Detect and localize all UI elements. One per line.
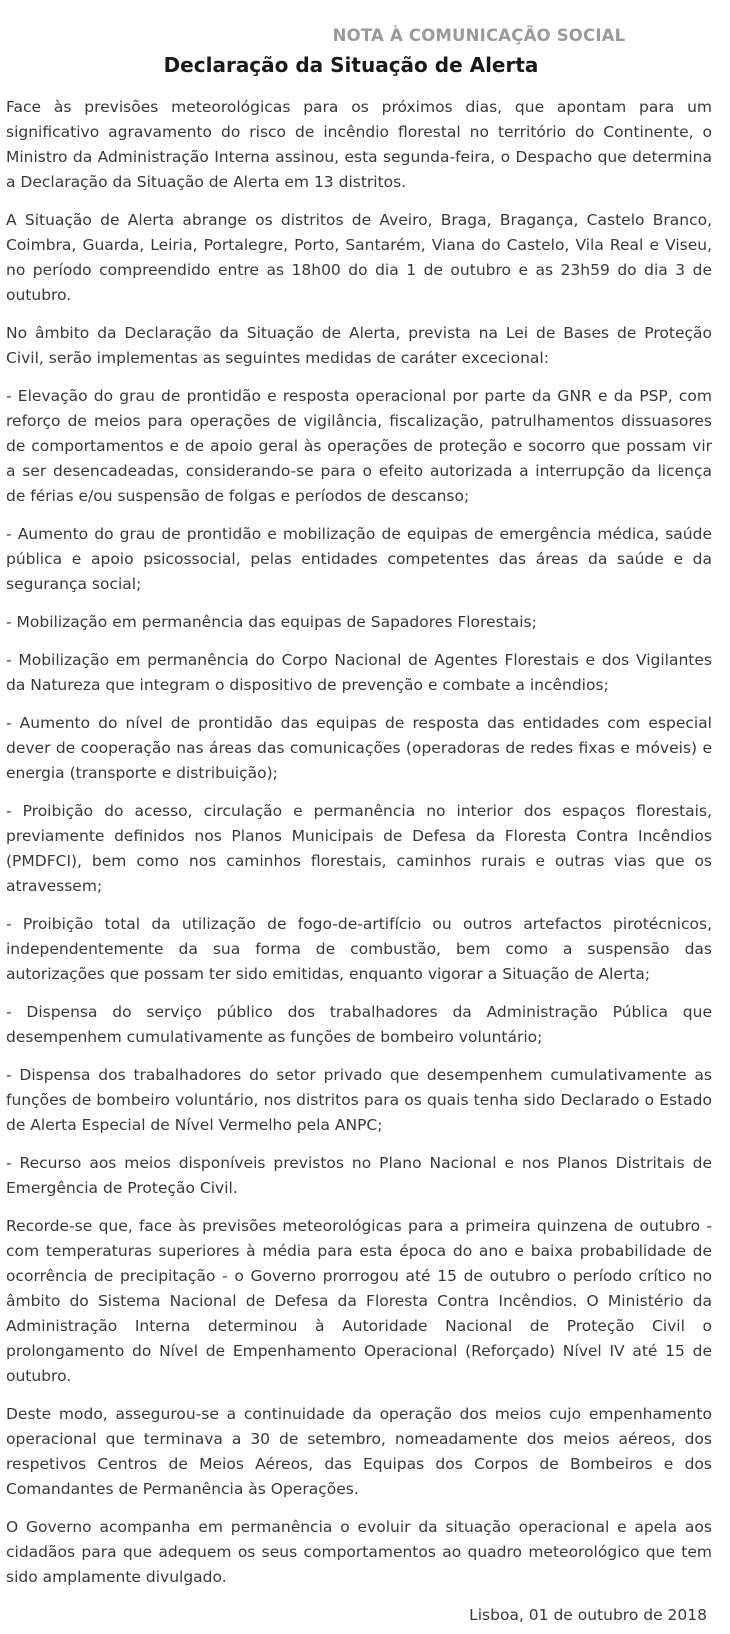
paragraph: O Governo acompanha em permanência o evoluir da situação operacional e apela aos cidadãos para que adequem os seus comportamentos ao quadro meteorológico que tem sido amplamente divulgado.: [6, 1518, 712, 1586]
document-body: [6, 95, 712, 1590]
paragraph: - Elevação do grau de prontidão e resposta operacional por parte da GNR e da PSP, com reforço de meios para operações de vigilância, fiscalização, patrulhamentos dissuasores de comportamentos e de apoio geral às operações de proteção e socorro que possam vir a ser desencadeadas, considerando-se para o efeito autorizada a interrupção da licença de férias e/ou suspensão de folgas e períodos de descanso;: [6, 387, 712, 505]
document-signature: Lisboa, 01 de outubro de 2018: [469, 1606, 707, 1624]
paragraph: A Situação de Alerta abrange os distritos de Aveiro, Braga, Bragança, Castelo Branco, Coimbra, Guarda, Leiria, Portalegre, Porto, Santarém, Viana do Castelo, Vila Real e Viseu, no período compreendido entre as 18h00 do dia 1 de outubro e as 23h59 do dia 3 de outubro.: [6, 211, 712, 304]
paragraph: Face às previsões meteorológicas para os próximos dias, que apontam para um significativo agravamento do risco de incêndio florestal no território do Continente, o Ministro da Administração Interna assinou, esta segunda-feira, o Despacho que determina a Declaração da Situação de Alerta em 13 distritos.: [6, 98, 712, 191]
document-kicker: NOTA À COMUNICAÇÃO SOCIAL: [332, 26, 626, 45]
paragraph: - Proibição total da utilização de fogo-de-artifício ou outros artefactos pirotécnicos, independentemente da sua forma de combustão, bem como a suspensão das autorizações que possam ter sido emitidas, enquanto vigorar a Situação de Alerta;: [6, 915, 712, 983]
paragraph: - Mobilização em permanência das equipas de Sapadores Florestais;: [6, 613, 537, 631]
paragraph: - Proibição do acesso, circulação e permanência no interior dos espaços florestais, previamente definidos nos Planos Municipais de Defesa da Floresta Contra Incêndios (PMDFCI), bem como nos caminhos florestais, caminhos rurais e outras vias que os atravessem;: [6, 802, 712, 895]
paragraph: - Dispensa dos trabalhadores do setor privado que desempenhem cumulativamente as funções de bombeiro voluntário, nos distritos para os quais tenha sido Declarado o Estado de Alerta Especial de Nível Vermelho pela ANPC;: [6, 1066, 712, 1134]
paragraph: - Recurso aos meios disponíveis previstos no Plano Nacional e nos Planos Distritais de Emergência de Proteção Civil.: [6, 1154, 712, 1197]
paragraph: - Mobilização em permanência do Corpo Nacional de Agentes Florestais e dos Vigilantes da Natureza que integram o dispositivo de prevenção e combate a incêndios;: [6, 651, 712, 694]
paragraph: - Aumento do grau de prontidão e mobilização de equipas de emergência médica, saúde pública e apoio psicossocial, pelas entidades competentes das áreas da saúde e da segurança social;: [6, 525, 712, 593]
paragraph: No âmbito da Declaração da Situação de Alerta, prevista na Lei de Bases de Proteção Civil, serão implementas as seguintes medidas de caráter excecional:: [6, 324, 712, 367]
paragraph: Recorde-se que, face às previsões meteorológicas para a primeira quinzena de outubro - com temperaturas superiores à média para esta época do ano e baixa probabilidade de ocorrência de precipitação - o Governo prorrogou até 15 de outubro o período crítico no âmbito do Sistema Nacional de Defesa da Floresta Contra Incêndios. O Ministério da Administração Interna determinou à Autoridade Nacional de Proteção Civil o prolongamento do Nível de Empenhamento Operacional (Reforçado) Nível IV até 15 de outubro.: [6, 1217, 712, 1385]
paragraph: - Aumento do nível de prontidão das equipas de resposta das entidades com especial dever de cooperação nas áreas das comunicações (operadoras de redes fixas e móveis) e energia (transporte e distribuição);: [6, 714, 712, 782]
document-title: Declaração da Situação de Alerta: [163, 53, 539, 77]
paragraph: Deste modo, assegurou-se a continuidade da operação dos meios cujo empenhamento operacional que terminava a 30 de setembro, nomeadamente dos meios aéreos, dos respetivos Centros de Meios Aéreos, das Equipas dos Corpos de Bombeiros e dos Comandantes de Permanência às Operações.: [6, 1405, 712, 1498]
paragraph: - Dispensa do serviço público dos trabalhadores da Administração Pública que desempenhem cumulativamente as funções de bombeiro voluntário;: [6, 1003, 712, 1046]
